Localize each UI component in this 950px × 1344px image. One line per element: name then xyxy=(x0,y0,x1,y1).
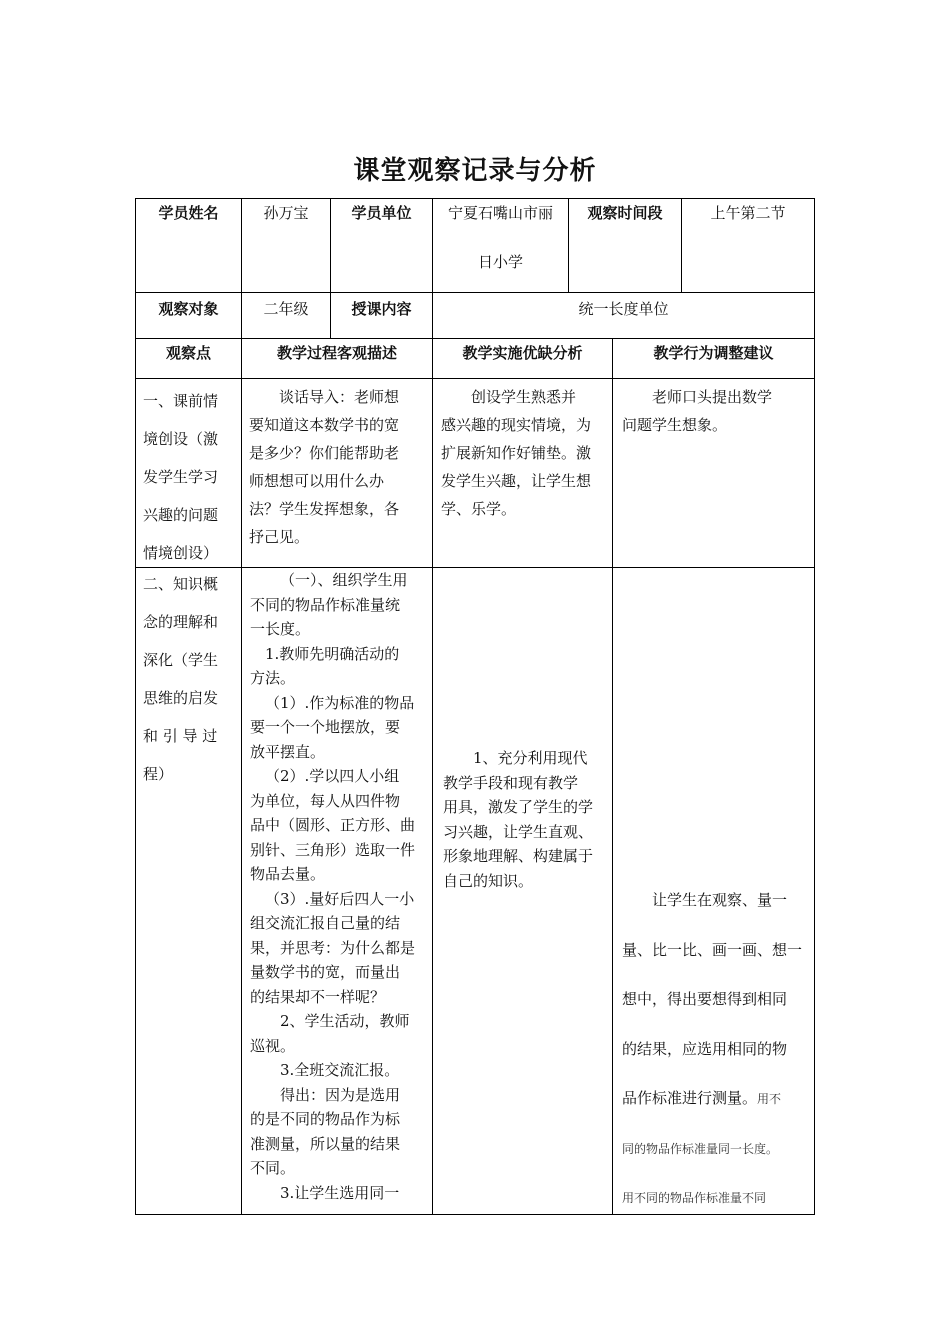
text-line: 方法。 xyxy=(250,669,296,687)
col-divider xyxy=(241,338,242,1215)
text-line: 3.让学生选用同一 xyxy=(280,1183,400,1202)
row1-point xyxy=(143,382,236,572)
target-label: 观察对象 xyxy=(158,300,219,318)
text-line: 1.教师先明确活动的 xyxy=(265,644,400,663)
text-line: 创设学生熟悉并 xyxy=(471,388,577,406)
text-line: 3.全班交流汇报。 xyxy=(280,1061,400,1079)
text-line: 让学生在观察、量一 xyxy=(652,891,788,909)
text-line: 为单位，每人从四件物 xyxy=(250,791,401,810)
text-line: 要一个一个地摆放，要 xyxy=(250,718,401,736)
text-line: 的结果却不一样呢？ xyxy=(250,987,386,1006)
content-label: 授课内容 xyxy=(351,300,412,318)
col-header-point: 观察点 xyxy=(165,344,211,362)
text-line: 发学生学习 xyxy=(143,468,219,486)
target-value: 二年级 xyxy=(263,300,309,318)
text-line: 习兴趣，让学生直观、 xyxy=(443,822,594,841)
text-line: 谈话导入：老师想 xyxy=(279,388,400,406)
time-label: 观察时间段 xyxy=(587,204,663,222)
text-line: 量、比一比、画一画、想一 xyxy=(622,940,803,959)
text-line: 的是不同的物品作为标 xyxy=(250,1110,401,1128)
text-line: 巡视。 xyxy=(250,1036,296,1055)
page-title: 课堂观察记录与分析 xyxy=(353,156,597,186)
text-line: 同的物品作标准量同一长度。 xyxy=(622,1141,779,1156)
text-segment: 用不 xyxy=(757,1092,782,1106)
text-line: 别针、三角形）选取一件 xyxy=(250,840,416,859)
col-divider xyxy=(432,338,433,1215)
text-line: 学、乐学。 xyxy=(441,500,517,518)
text-line: 境创设（激 xyxy=(143,430,219,448)
row-divider xyxy=(135,567,815,568)
text-line: 一长度。 xyxy=(250,620,311,638)
text-line: 不同的物品作标准量统 xyxy=(250,595,401,614)
row1-suggestion xyxy=(622,383,810,439)
text-line: 法？学生发挥想象，各 xyxy=(249,500,400,518)
table-border-right xyxy=(814,198,815,1215)
text-line: 1、充分利用现代 xyxy=(473,749,588,767)
text-line: 要知道这本数学书的宽 xyxy=(249,416,400,434)
table-border-top xyxy=(135,198,815,199)
text-line: 二、知识概 xyxy=(143,575,219,593)
text-line: 深化（学生 xyxy=(143,651,219,669)
text-line: 想中，得出要想得到相同 xyxy=(622,990,788,1008)
text-line: 程） xyxy=(143,765,174,783)
unit-label: 学员单位 xyxy=(351,204,412,222)
text-line: 准测量，所以量的结果 xyxy=(250,1134,401,1153)
text-segment: 品作标准进行测量。 xyxy=(622,1089,758,1107)
row2-suggestion xyxy=(622,876,810,1224)
col-header-suggestion: 教学行为调整建议 xyxy=(653,344,774,362)
text-line: （2）.学以四人小组 xyxy=(265,767,400,785)
text-line: 扩展新知作好铺垫。激 xyxy=(441,444,592,462)
col-divider xyxy=(612,338,613,1215)
text-line: 用具，激发了学生的学 xyxy=(443,798,594,816)
unit-value-line1: 宁夏石嘴山市丽 xyxy=(447,204,553,222)
row2-point xyxy=(143,565,236,793)
text-line: 抒己见。 xyxy=(249,528,310,546)
row2-process xyxy=(250,568,430,1205)
text-line: 问题学生想象。 xyxy=(622,416,728,434)
row-divider xyxy=(135,338,815,339)
text-line: 形象地理解、构建属于 xyxy=(443,847,594,865)
name-label: 学员姓名 xyxy=(158,204,219,222)
text-line: 教学手段和现有教学 xyxy=(443,773,579,792)
text-line: 物品去量。 xyxy=(250,865,326,883)
row2-analysis xyxy=(443,746,611,893)
text-line: 思维的启发 xyxy=(143,689,219,707)
text-line: 不同。 xyxy=(250,1159,296,1177)
time-value: 上午第二节 xyxy=(710,204,786,222)
text-line: 老师口头提出数学 xyxy=(652,388,773,406)
text-line: 2、学生活动，教师 xyxy=(280,1012,410,1030)
text-line: 果，并思考：为什么都是 xyxy=(250,938,416,957)
text-line: 组交流汇报自己量的结 xyxy=(250,914,401,932)
text-line: 的结果，应选用相同的物 xyxy=(622,1039,788,1058)
text-line: 一、课前情 xyxy=(143,392,219,410)
text-line: 发学生兴趣，让学生想 xyxy=(441,472,592,490)
text-line: 念的理解和 xyxy=(143,613,219,631)
text-line: （一）、组织学生用 xyxy=(280,571,408,589)
name-value: 孙万宝 xyxy=(263,204,309,222)
text-line: （1）.作为标准的物品 xyxy=(265,693,415,712)
text-line: 兴趣的问题 xyxy=(143,506,219,524)
text-line: 是多少？你们能帮助老 xyxy=(249,444,400,462)
text-line: 和 引 导 过 xyxy=(143,727,218,745)
text-line: （3）.量好后四人一小 xyxy=(265,889,415,908)
text-line: 师想想可以用什么办 xyxy=(249,472,385,490)
unit-value-line2: 日小学 xyxy=(477,253,523,271)
row-divider xyxy=(135,378,815,379)
text-line: 品中（圆形、正方形、曲 xyxy=(250,816,416,834)
text-line: 自己的知识。 xyxy=(443,871,534,890)
row1-analysis xyxy=(441,383,611,523)
text-line xyxy=(622,1074,810,1125)
row1-process xyxy=(249,383,429,551)
text-line: 得出：因为是选用 xyxy=(280,1085,401,1104)
col-header-process: 教学过程客观描述 xyxy=(276,344,397,362)
content-value: 统一长度单位 xyxy=(578,300,669,318)
text-line: 感兴趣的现实情境，为 xyxy=(441,416,592,434)
row-divider xyxy=(135,292,815,293)
text-line: 量数学书的宽，而量出 xyxy=(250,963,401,981)
text-line: 用不同的物品作标准量不同 xyxy=(622,1191,767,1205)
text-line: 放平摆直。 xyxy=(250,742,326,761)
col-header-analysis: 教学实施优缺分析 xyxy=(462,344,583,362)
text-line: 情境创设） xyxy=(143,544,219,562)
